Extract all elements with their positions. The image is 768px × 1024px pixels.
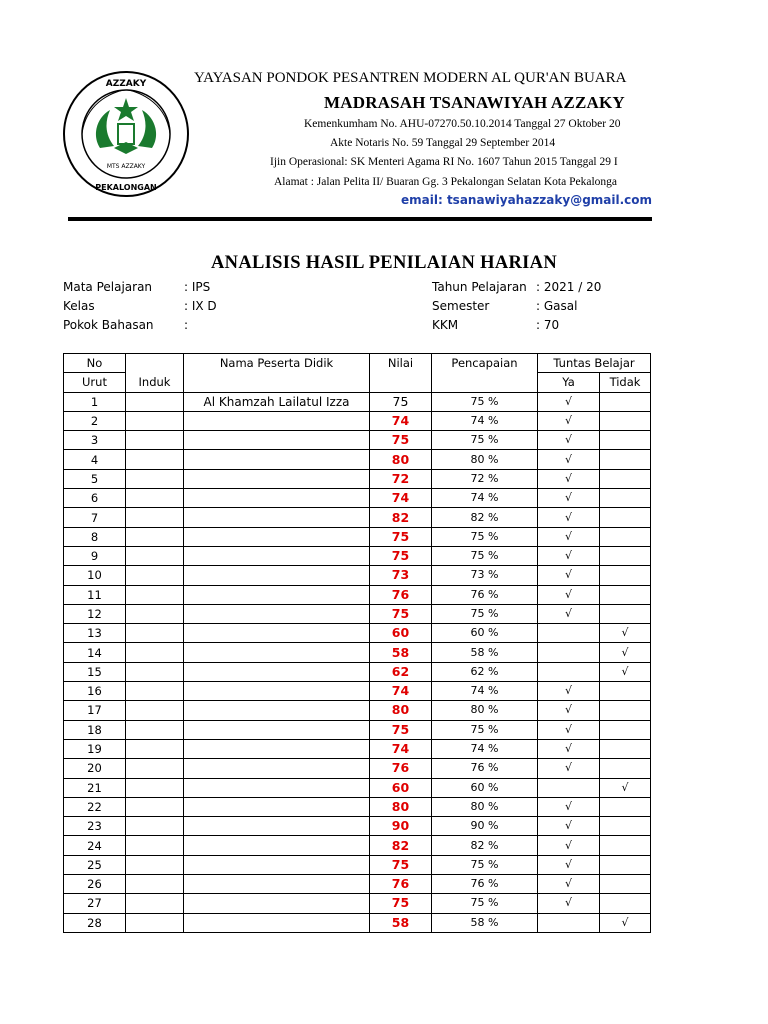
row-score-cell: 60 [370,624,432,643]
row-name-cell [184,875,370,894]
row-induk-cell [126,527,184,546]
row-induk-cell [126,450,184,469]
row-score-cell: 82 [370,836,432,855]
row-score-cell: 75 [370,546,432,565]
row-pencapaian-cell: 76 % [432,875,538,894]
row-tidak-cell [600,682,651,701]
row-score-cell: 90 [370,817,432,836]
row-ya-cell: √ [538,450,600,469]
row-tidak-cell [600,720,651,739]
table-row [64,585,651,604]
row-name-cell [184,469,370,488]
row-name-cell [184,489,370,508]
row-ya-cell: √ [538,546,600,565]
row-name-cell [184,643,370,662]
row-induk-cell [126,604,184,623]
row-name-cell [184,585,370,604]
row-tidak-cell: √ [600,662,651,681]
row-induk-cell [126,546,184,565]
table-row [64,913,651,932]
row-no-cell: 28 [64,913,126,932]
row-no-cell: 22 [64,797,126,816]
row-no-cell: 26 [64,875,126,894]
row-ya-cell: √ [538,566,600,585]
row-induk-cell [126,431,184,450]
row-tidak-cell [600,855,651,874]
row-tidak-cell [600,701,651,720]
row-ya-cell: √ [538,817,600,836]
row-score-cell: 75 [370,604,432,623]
row-name-cell [184,778,370,797]
row-pencapaian-cell: 80 % [432,701,538,720]
row-tidak-cell: √ [600,624,651,643]
email-line[interactable]: email: tsanawiyahazzaky@gmail.com [401,193,653,207]
table-row [64,643,651,662]
table-row [64,720,651,739]
row-induk-cell [126,913,184,932]
header-pencapaian: Pencapaian [432,354,538,393]
row-induk-cell [126,489,184,508]
row-pencapaian-cell: 75 % [432,604,538,623]
row-score-cell: 76 [370,759,432,778]
semester-label: Semester [432,299,490,313]
row-tidak-cell [600,392,651,411]
row-tidak-cell [600,875,651,894]
row-ya-cell: √ [538,682,600,701]
header-no: No [64,354,126,373]
row-induk-cell [126,855,184,874]
row-pencapaian-cell: 75 % [432,546,538,565]
table-row [64,778,651,797]
row-pencapaian-cell: 75 % [432,392,538,411]
row-no-cell: 24 [64,836,126,855]
row-score-cell: 74 [370,739,432,758]
kelas-label: Kelas [63,299,95,313]
table-row [64,469,651,488]
permit-line: Ijin Operasional: SK Menteri Agama RI No. 1607 Tahun 2015 Tanggal 29 I [270,156,618,168]
row-score-cell: 74 [370,411,432,430]
semester-value: : Gasal [536,299,578,313]
header-induk-top [126,354,184,373]
row-no-cell: 27 [64,894,126,913]
header-divider [68,217,652,221]
header-nilai: Nilai [370,354,432,393]
row-no-cell: 7 [64,508,126,527]
score-table [63,353,651,933]
row-pencapaian-cell: 75 % [432,855,538,874]
row-induk-cell [126,701,184,720]
table-row [64,817,651,836]
row-score-cell: 60 [370,778,432,797]
row-score-cell: 75 [370,527,432,546]
row-no-cell: 9 [64,546,126,565]
table-row [64,431,651,450]
header-ya: Ya [538,373,600,392]
header-tuntas: Tuntas Belajar [538,354,651,373]
row-induk-cell [126,836,184,855]
row-score-cell: 58 [370,913,432,932]
row-induk-cell [126,720,184,739]
table-row [64,508,651,527]
row-tidak-cell [600,604,651,623]
table-row [64,836,651,855]
row-tidak-cell [600,566,651,585]
table-row [64,546,651,565]
row-tidak-cell [600,817,651,836]
row-tidak-cell [600,508,651,527]
row-induk-cell [126,739,184,758]
row-name-cell [184,411,370,430]
row-pencapaian-cell: 74 % [432,411,538,430]
page-title: ANALISIS HASIL PENILAIAN HARIAN [211,253,557,273]
row-no-cell: 11 [64,585,126,604]
row-pencapaian-cell: 58 % [432,913,538,932]
row-ya-cell: √ [538,855,600,874]
row-pencapaian-cell: 74 % [432,489,538,508]
row-score-cell: 75 [370,855,432,874]
row-no-cell: 25 [64,855,126,874]
row-score-cell: 75 [370,720,432,739]
row-ya-cell: √ [538,392,600,411]
table-row [64,527,651,546]
row-ya-cell: √ [538,604,600,623]
kelas-value: : IX D [184,299,217,313]
row-pencapaian-cell: 82 % [432,836,538,855]
row-induk-cell [126,469,184,488]
row-name-cell [184,913,370,932]
row-ya-cell [538,643,600,662]
table-row [64,624,651,643]
row-score-cell: 80 [370,797,432,816]
row-tidak-cell: √ [600,643,651,662]
row-score-cell: 76 [370,585,432,604]
row-score-cell: 76 [370,875,432,894]
row-name-cell [184,546,370,565]
header-urut: Urut [64,373,126,392]
row-pencapaian-cell: 76 % [432,759,538,778]
row-ya-cell [538,913,600,932]
row-pencapaian-cell: 74 % [432,739,538,758]
mapel-label: Mata Pelajaran [63,280,153,294]
row-name-cell [184,662,370,681]
row-ya-cell [538,624,600,643]
row-induk-cell [126,624,184,643]
row-ya-cell: √ [538,469,600,488]
row-induk-cell [126,411,184,430]
tahun-label: Tahun Pelajaran [432,280,527,294]
row-name-cell [184,855,370,874]
row-no-cell: 4 [64,450,126,469]
table-row [64,739,651,758]
address-line: Alamat : Jalan Pelita II/ Buaran Gg. 3 Pekalongan Selatan Kota Pekalonga [274,176,617,188]
row-pencapaian-cell: 75 % [432,431,538,450]
registration-line: Kemenkumham No. AHU-07270.50.10.2014 Tanggal 27 Oktober 20 [304,118,621,130]
row-induk-cell [126,817,184,836]
row-induk-cell [126,662,184,681]
table-row [64,682,651,701]
table-row [64,894,651,913]
row-pencapaian-cell: 80 % [432,797,538,816]
row-pencapaian-cell: 60 % [432,778,538,797]
table-row [64,489,651,508]
row-no-cell: 20 [64,759,126,778]
row-pencapaian-cell: 80 % [432,450,538,469]
row-induk-cell [126,875,184,894]
row-name-cell [184,797,370,816]
table-row [64,392,651,411]
kkm-label: KKM [432,318,459,332]
svg-text:PEKALONGAN: PEKALONGAN [95,183,157,192]
notary-line: Akte Notaris No. 59 Tanggal 29 September 2014 [330,137,556,149]
row-pencapaian-cell: 73 % [432,566,538,585]
kkm-value: : 70 [536,318,560,332]
row-ya-cell: √ [538,720,600,739]
row-pencapaian-cell: 72 % [432,469,538,488]
row-name-cell [184,682,370,701]
school-name: MADRASAH TSANAWIYAH AZZAKY [324,93,625,112]
row-ya-cell: √ [538,489,600,508]
row-no-cell: 23 [64,817,126,836]
table-row [64,797,651,816]
row-tidak-cell [600,489,651,508]
svg-text:AZZAKY: AZZAKY [105,79,147,89]
row-score-cell: 80 [370,701,432,720]
school-logo [62,70,190,198]
row-induk-cell [126,894,184,913]
row-name-cell [184,817,370,836]
row-ya-cell: √ [538,431,600,450]
table-row [64,604,651,623]
row-score-cell: 75 [370,392,432,411]
row-induk-cell [126,778,184,797]
row-no-cell: 2 [64,411,126,430]
row-no-cell: 19 [64,739,126,758]
row-pencapaian-cell: 75 % [432,527,538,546]
row-no-cell: 14 [64,643,126,662]
row-pencapaian-cell: 75 % [432,894,538,913]
row-name-cell [184,759,370,778]
row-tidak-cell [600,585,651,604]
row-ya-cell [538,778,600,797]
row-score-cell: 73 [370,566,432,585]
row-tidak-cell [600,759,651,778]
row-pencapaian-cell: 74 % [432,682,538,701]
row-name-cell [184,739,370,758]
row-score-cell: 80 [370,450,432,469]
row-no-cell: 5 [64,469,126,488]
row-tidak-cell [600,431,651,450]
row-name-cell [184,431,370,450]
table-row [64,701,651,720]
row-tidak-cell [600,894,651,913]
table-row [64,450,651,469]
row-pencapaian-cell: 62 % [432,662,538,681]
row-tidak-cell [600,546,651,565]
row-pencapaian-cell: 76 % [432,585,538,604]
row-no-cell: 16 [64,682,126,701]
row-ya-cell: √ [538,527,600,546]
row-tidak-cell: √ [600,778,651,797]
tahun-value: : 2021 / 20 [536,280,602,294]
row-pencapaian-cell: 82 % [432,508,538,527]
table-row [64,411,651,430]
pokok-label: Pokok Bahasan [63,318,154,332]
row-pencapaian-cell: 58 % [432,643,538,662]
row-name-cell [184,604,370,623]
table-row [64,759,651,778]
row-pencapaian-cell: 75 % [432,720,538,739]
row-no-cell: 17 [64,701,126,720]
row-tidak-cell [600,411,651,430]
row-induk-cell [126,797,184,816]
row-pencapaian-cell: 90 % [432,817,538,836]
row-ya-cell [538,662,600,681]
row-tidak-cell [600,469,651,488]
header-nama: Nama Peserta Didik [184,354,370,393]
row-ya-cell: √ [538,759,600,778]
svg-text:MTS AZZAKY: MTS AZZAKY [106,163,146,170]
row-ya-cell: √ [538,875,600,894]
row-ya-cell: √ [538,797,600,816]
row-induk-cell [126,566,184,585]
row-tidak-cell [600,836,651,855]
row-pencapaian-cell: 60 % [432,624,538,643]
row-ya-cell: √ [538,836,600,855]
row-ya-cell: √ [538,701,600,720]
row-score-cell: 74 [370,489,432,508]
mapel-value: : IPS [184,280,211,294]
row-no-cell: 18 [64,720,126,739]
row-score-cell: 58 [370,643,432,662]
row-ya-cell: √ [538,508,600,527]
row-score-cell: 82 [370,508,432,527]
row-tidak-cell: √ [600,913,651,932]
row-ya-cell: √ [538,894,600,913]
row-name-cell [184,701,370,720]
row-score-cell: 75 [370,431,432,450]
row-no-cell: 3 [64,431,126,450]
row-name-cell [184,566,370,585]
row-score-cell: 75 [370,894,432,913]
row-name-cell: Al Khamzah Lailatul Izza [184,392,370,411]
header-induk: Induk [126,373,184,392]
row-score-cell: 74 [370,682,432,701]
row-name-cell [184,894,370,913]
row-induk-cell [126,682,184,701]
row-score-cell: 72 [370,469,432,488]
row-name-cell [184,450,370,469]
row-name-cell [184,720,370,739]
row-name-cell [184,508,370,527]
row-ya-cell: √ [538,585,600,604]
row-no-cell: 13 [64,624,126,643]
row-induk-cell [126,643,184,662]
header-tidak: Tidak [600,373,651,392]
row-name-cell [184,527,370,546]
row-no-cell: 15 [64,662,126,681]
row-induk-cell [126,585,184,604]
table-row [64,855,651,874]
row-induk-cell [126,392,184,411]
row-no-cell: 1 [64,392,126,411]
table-row [64,566,651,585]
row-tidak-cell [600,739,651,758]
row-name-cell [184,624,370,643]
row-no-cell: 6 [64,489,126,508]
row-ya-cell: √ [538,739,600,758]
row-tidak-cell [600,450,651,469]
row-tidak-cell [600,527,651,546]
foundation-name: YAYASAN PONDOK PESANTREN MODERN AL QUR'AN BUARA [194,70,627,86]
table-row [64,875,651,894]
row-tidak-cell [600,797,651,816]
row-name-cell [184,836,370,855]
row-induk-cell [126,508,184,527]
row-no-cell: 10 [64,566,126,585]
row-ya-cell: √ [538,411,600,430]
row-score-cell: 62 [370,662,432,681]
row-induk-cell [126,759,184,778]
pokok-value: : [184,318,189,332]
row-no-cell: 12 [64,604,126,623]
row-no-cell: 8 [64,527,126,546]
table-row [64,662,651,681]
row-no-cell: 21 [64,778,126,797]
